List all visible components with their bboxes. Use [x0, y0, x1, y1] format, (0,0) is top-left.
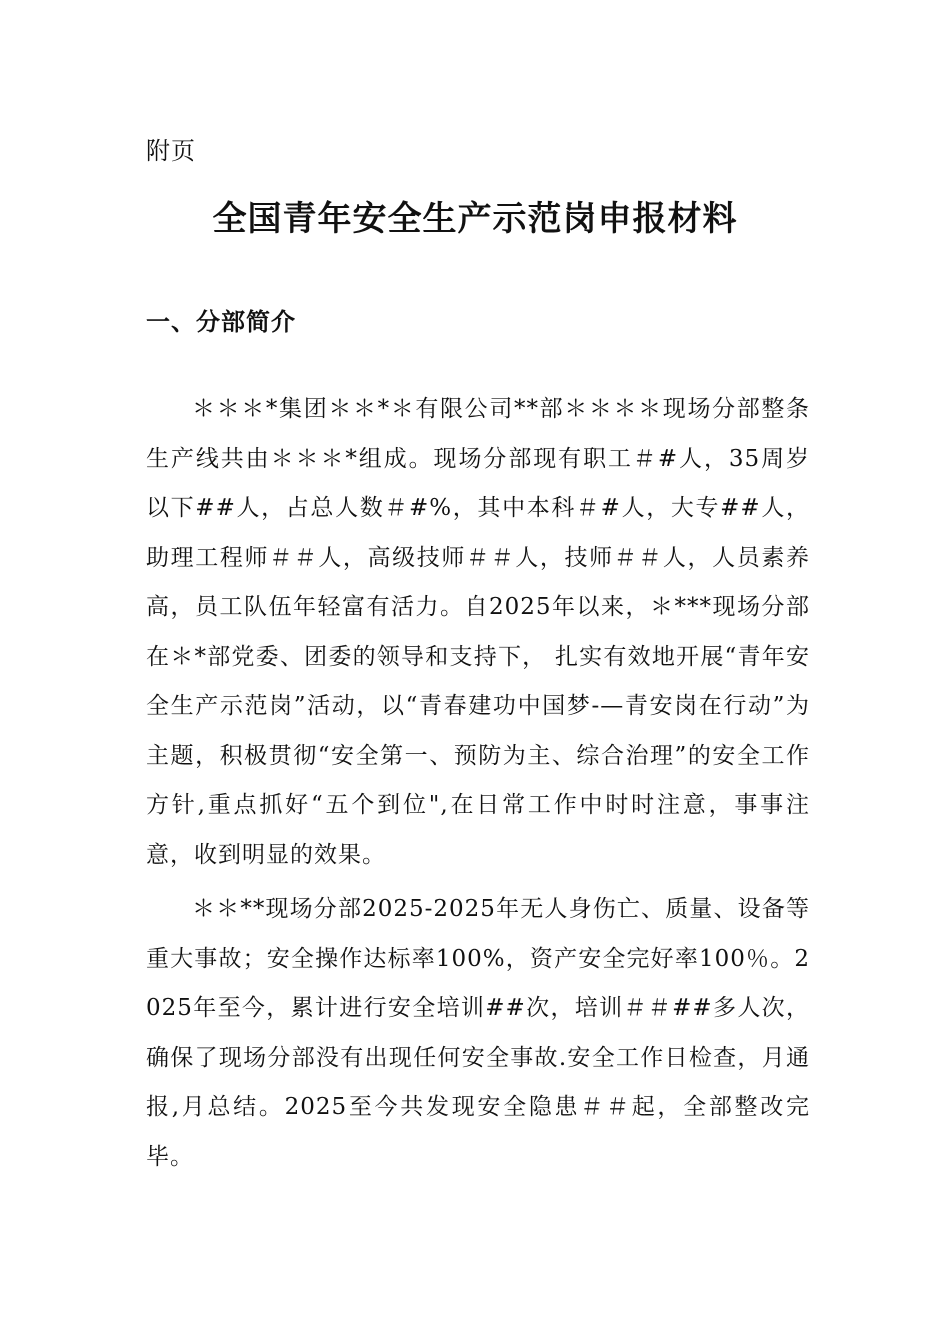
body-paragraph: ＊＊**现场分部2025-2025年无人身伤亡、质量、设备等重大事故；安全操作达标率100%，资产安全完好率100％。2025年至今，累计进行安全培训##次，培训＃＃##多人次，确保了现场分部没有出现任何安全事故.安全工作日检查，月通报,月总结。2025至今共发现安全隐患＃＃起，全部整改完毕。 — [146, 896, 810, 1170]
document-title: 全国青年安全生产示范岗申报材料 — [212, 199, 738, 239]
attachment-label: 附页 — [146, 137, 196, 165]
section-heading: 一、分部简介 — [146, 307, 296, 336]
body-paragraph: ＊＊＊*集团＊＊*＊有限公司**部＊＊＊＊现场分部整条生产线共由＊＊＊*组成。现场分部现有职工＃#人，35周岁以下##人，占总人数＃#%，其中本科＃#人，大专##人，助理工程师＃＃人，高级技师＃＃人，技师＃＃人，人员素养高，员工队伍年轻富有活力。自2025年以来，＊***现场分部在＊*部党委、团委的领导和支持下， 扎实有效地开展“青年安全生产示范岗”活动，以“青春建功中国梦-—青安岗在行动”为主题，积极贯彻“安全第一、预防为主、综合治理”的安全工作方针,重点抓好“五个到位",在日常工作中时时注意，事事注意，收到明显的效果。 — [146, 396, 810, 868]
